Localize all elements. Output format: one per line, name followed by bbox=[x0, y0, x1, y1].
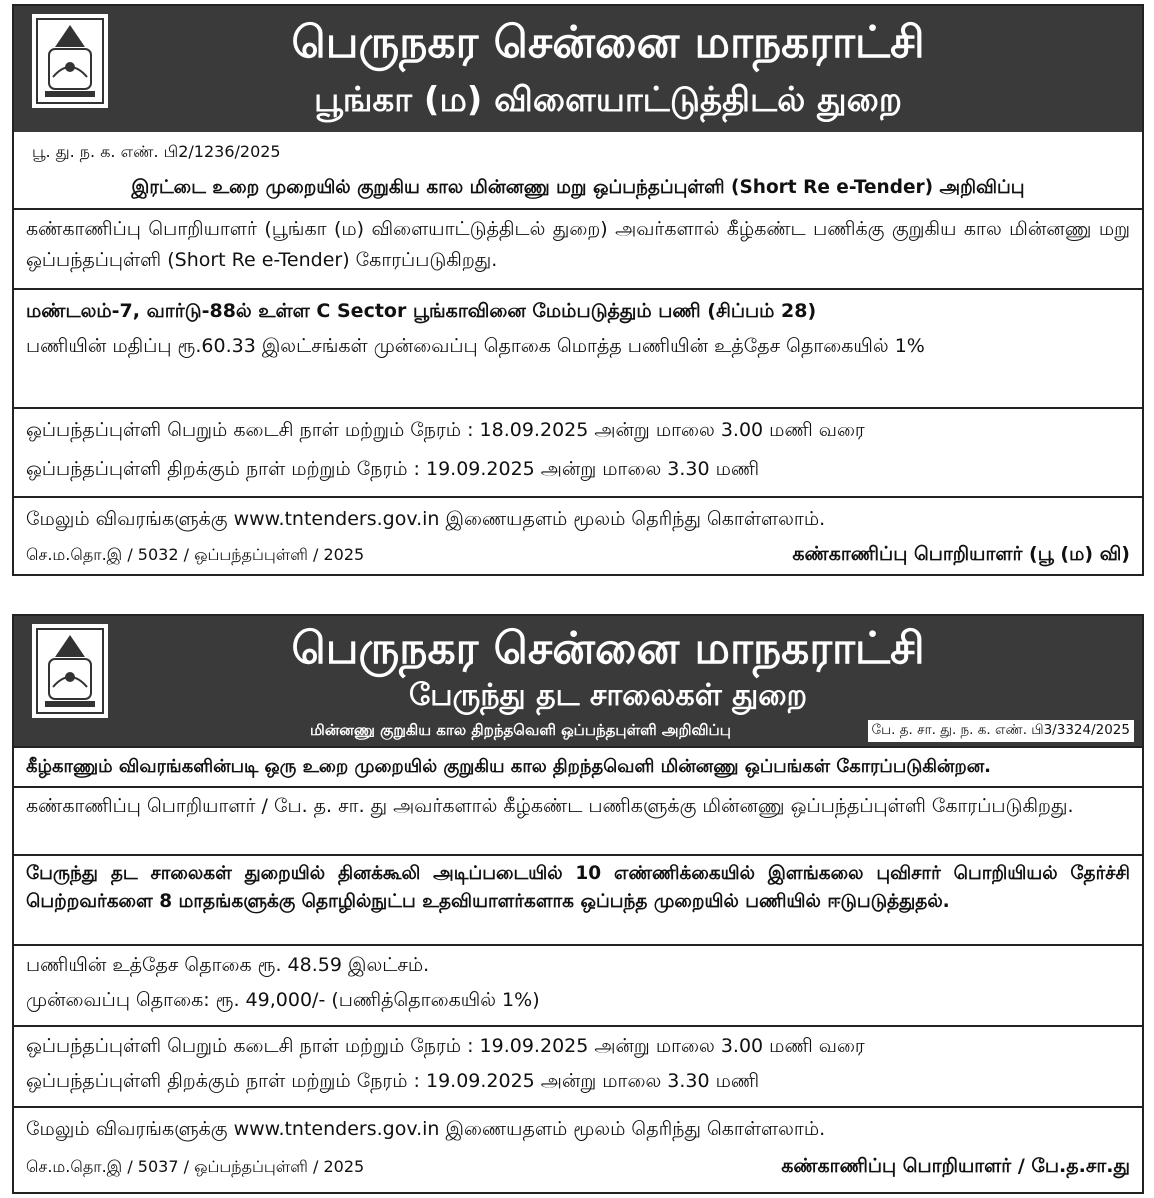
notice-type: மின்னணு குறுகிய கால திறந்தவெளி ஒப்பந்தபுள்ளி அறிவிப்பு bbox=[310, 721, 731, 739]
work-estimate: பணியின் உத்தேச தொகை ரூ. 48.59 இலட்சம். bbox=[14, 944, 1142, 985]
notice-footer bbox=[14, 539, 1142, 574]
notice-heading: கீழ்காணும் விவரங்களின்படி ஒரு உறை முறையில் குறுகிய கால திறந்தவெளி மின்னணு ஒப்பங்கள் கோரப்படுகின்றன. bbox=[14, 746, 1142, 786]
notice-heading: இரட்டை உறை முறையில் குறுகிய கால மின்னணு மறு ஒப்பந்தப்புள்ளி (Short Re e-Tender) அறிவிப்பு bbox=[131, 177, 1025, 198]
notice-subtitle: பூங்கா (ம) விளையாட்டுத்திடல் துறை bbox=[314, 80, 902, 120]
signatory: கண்காணிப்பு பொறியாளர் / பே.த.சா.து bbox=[781, 1155, 1130, 1177]
notice-title: பெருநகர சென்னை மாநகராட்சி bbox=[291, 623, 925, 674]
opening-date: ஒப்பந்தப்புள்ளி திறக்கும் நாள் மற்றும் நேரம் : 19.09.2025 அன்று மாலை 3.30 மணி bbox=[26, 458, 760, 480]
more-info: மேலும் விவரங்களுக்கு www.tntenders.gov.in இணையதளம் மூலம் தெரிந்து கொள்ளலாம். bbox=[14, 1106, 1142, 1149]
tender-notice-parks bbox=[12, 4, 1144, 576]
notice-footer bbox=[14, 1149, 1142, 1186]
notice-header bbox=[14, 616, 1142, 746]
reference-number: பே. த. சா. து. ந. க. எண். பி3/3324/2025 bbox=[868, 720, 1134, 742]
more-info: மேலும் விவரங்களுக்கு www.tntenders.gov.in இணையதளம் மூலம் தெரிந்து கொள்ளலாம். bbox=[14, 496, 1142, 539]
notice-title: பெருநகர சென்னை மாநகராட்சி bbox=[291, 17, 925, 68]
notice-type-bar bbox=[14, 716, 1142, 746]
signatory: கண்காணிப்பு பொறியாளர் (பூ (ம) வி) bbox=[792, 543, 1130, 565]
reference-number: பூ. து. ந. க. எண். பி2/1236/2025 bbox=[32, 142, 281, 161]
tender-notice-bus-route-roads bbox=[12, 614, 1144, 1194]
last-date: ஒப்பந்தப்புள்ளி பெறும் கடைசி நாள் மற்றும் நேரம் : 19.09.2025 அன்று மாலை 3.00 மணி வரை bbox=[14, 1025, 1142, 1066]
earnest-money-deposit: முன்வைப்பு தொகை: ரூ. 49,000/- (பணித்தொகையில் 1%) bbox=[26, 989, 540, 1011]
notice-header bbox=[14, 6, 1142, 132]
work-value: பணியின் மதிப்பு ரூ.60.33 இலட்சங்கள் முன்வைப்பு தொகை மொத்த பணியின் உத்தேச தொகையில் 1% bbox=[26, 335, 925, 357]
pr-number: செ.ம.தொ.இ / 5032 / ஒப்பந்தப்புள்ளி / 2025 bbox=[26, 545, 365, 564]
last-date: ஒப்பந்தப்புள்ளி பெறும் கடைசி நாள் மற்றும் நேரம் : 18.09.2025 அன்று மாலை 3.00 மணி வரை bbox=[14, 407, 1142, 450]
notice-intro: கண்காணிப்பு பொறியாளர் (பூங்கா (ம) விளையாட்டுத்திடல் துறை) அவர்களால் கீழ்கண்ட பணிக்கு குறுகிய கால மின்னணு மறு ஒப்பந்தப்புள்ளி (Short Re e-Tender) கோரப்படுகிறது. bbox=[14, 208, 1142, 288]
work-description: மண்டலம்-7, வார்டு-88ல் உள்ள C Sector பூங்காவினை மேம்படுத்தும் பணி (சிப்பம் 28) bbox=[14, 288, 1142, 331]
opening-date: ஒப்பந்தப்புள்ளி திறக்கும் நாள் மற்றும் நேரம் : 19.09.2025 அன்று மாலை 3.30 மணி bbox=[26, 1070, 760, 1092]
pr-number: செ.ம.தொ.இ / 5037 / ஒப்பந்தப்புள்ளி / 2025 bbox=[26, 1157, 365, 1176]
notice-subtitle: பேருந்து தட சாலைகள் துறை bbox=[408, 678, 808, 713]
notice-intro: கண்காணிப்பு பொறியாளர் / பே. த. சா. து அவர்களால் கீழ்கண்ட பணிகளுக்கு மின்னணு ஒப்பந்தப்புள்ளி கோரப்படுகிறது. bbox=[14, 786, 1142, 854]
work-description: பேருந்து தட சாலைகள் துறையில் தினக்கூலி அடிப்படையில் 10 எண்ணிக்கையில் இளங்கலை புவிசார் பொறியியல் தேர்ச்சி பெற்றவர்களை 8 மாதங்களுக்கு தொழில்நுட்ப உதவியாளர்களாக ஒப்பந்த முறையில் பணியில் ஈடுபடுத்துதல். bbox=[14, 854, 1142, 944]
